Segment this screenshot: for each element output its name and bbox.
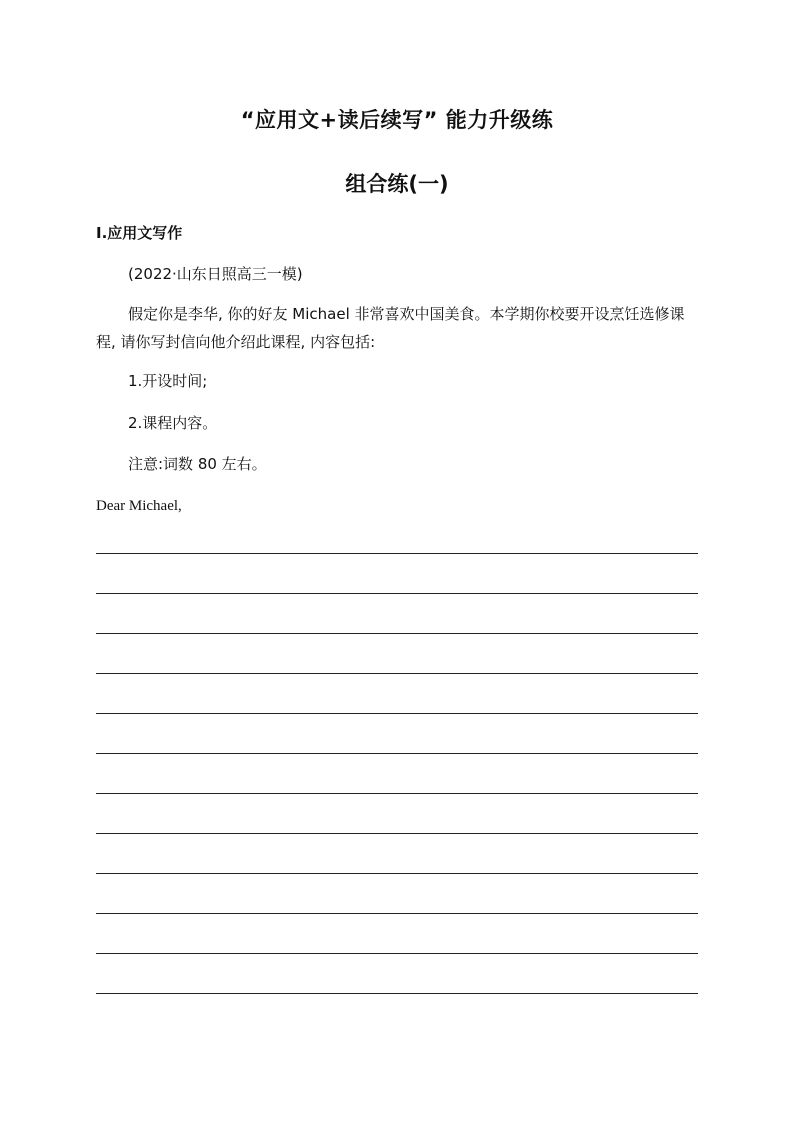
writing-line[interactable] bbox=[96, 553, 698, 593]
writing-prompt: 假定你是李华, 你的好友 Michael 非常喜欢中国美食。本学期你校要开设烹饪选修课程, 请你写封信向他介绍此课程, 内容包括: bbox=[96, 305, 685, 351]
page-title: “应用文+读后续写” 能力升级练 bbox=[240, 108, 554, 132]
content-item-2: 2.课程内容。 bbox=[128, 414, 218, 432]
page-subtitle: 组合练(一) bbox=[345, 172, 449, 196]
writing-line[interactable] bbox=[96, 713, 698, 753]
source-citation: (2022·山东日照高三一模) bbox=[128, 265, 303, 283]
writing-line[interactable] bbox=[96, 913, 698, 953]
writing-line[interactable] bbox=[96, 593, 698, 633]
word-count-note: 注意:词数 80 左右。 bbox=[128, 455, 267, 473]
writing-line[interactable] bbox=[96, 833, 698, 873]
writing-line[interactable] bbox=[96, 873, 698, 913]
content-item-1: 1.开设时间; bbox=[128, 372, 208, 390]
writing-line[interactable] bbox=[96, 633, 698, 673]
section-heading: Ⅰ.应用文写作 bbox=[96, 224, 183, 242]
letter-greeting: Dear Michael, bbox=[96, 498, 182, 514]
writing-line[interactable] bbox=[96, 753, 698, 793]
writing-line[interactable] bbox=[96, 993, 698, 994]
writing-line[interactable] bbox=[96, 793, 698, 833]
writing-line[interactable] bbox=[96, 673, 698, 713]
writing-lines bbox=[96, 553, 698, 994]
writing-line[interactable] bbox=[96, 953, 698, 993]
